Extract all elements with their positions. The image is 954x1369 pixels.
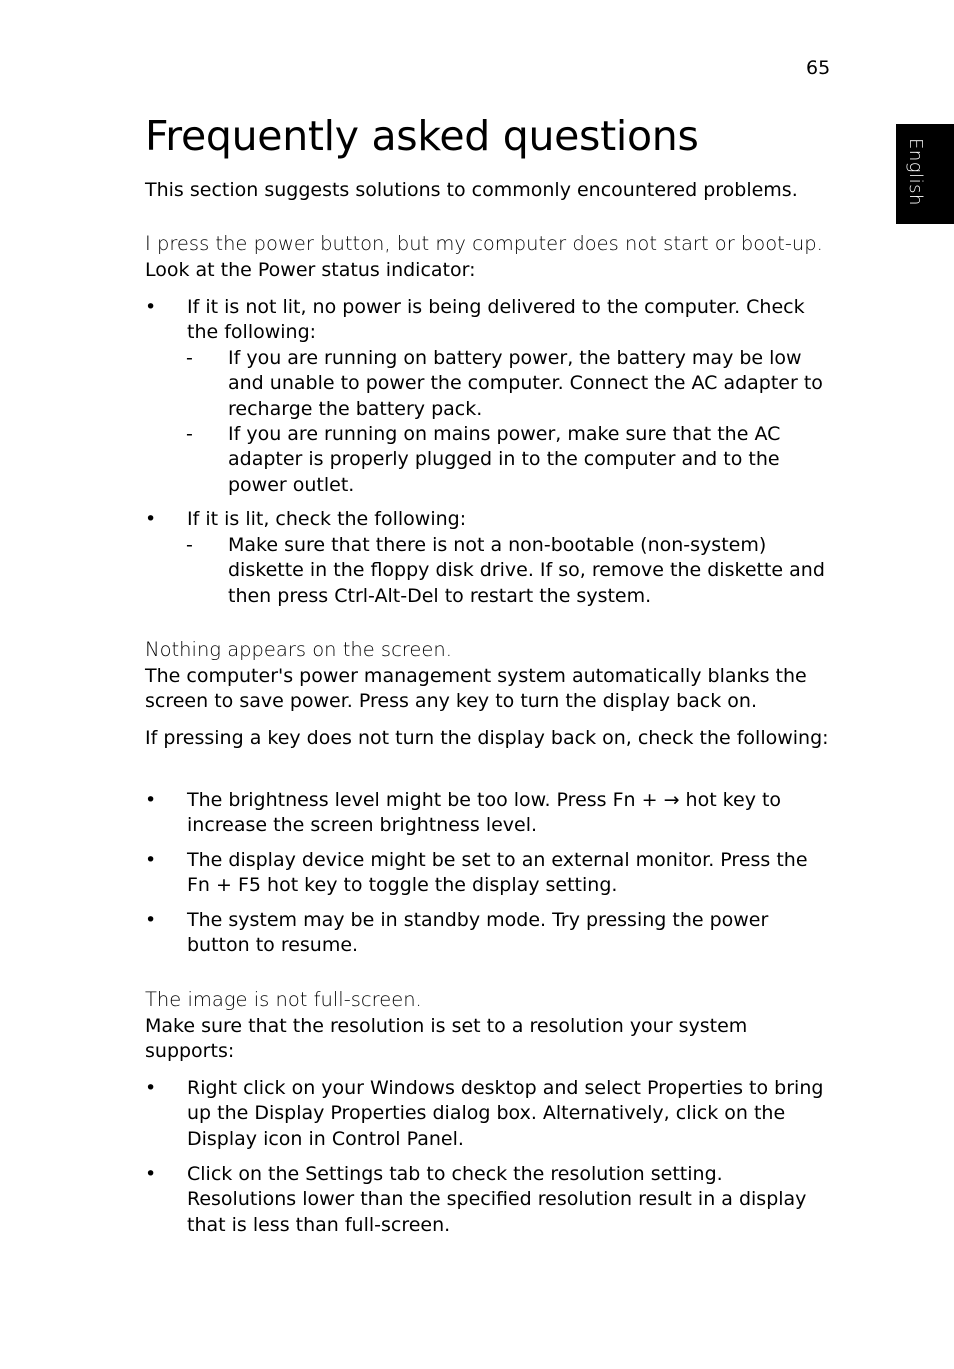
list-item <box>145 788 835 839</box>
list-item-text: The display device might be set to an external monitor. Press the Fn + F5 hot key to toggle the display setting. <box>187 849 808 897</box>
list-item-text: The brightness level might be too low. Press Fn + → hot key to increase the screen brightness level. <box>187 789 782 837</box>
list-item <box>145 1162 835 1238</box>
sub-list-item <box>186 422 831 498</box>
bullet-marker: • <box>145 296 157 318</box>
section-paragraph: If pressing a key does not turn the display back on, check the following: <box>145 727 829 749</box>
list-item-text: The system may be in standby mode. Try pressing the power button to resume. <box>187 909 769 957</box>
intro-paragraph: This section suggests solutions to commonly encountered problems. <box>145 179 798 201</box>
bullet-marker: • <box>145 789 157 811</box>
language-tab-label: English <box>905 138 926 206</box>
section-lead-power: Look at the Power status indicator: <box>145 259 476 281</box>
list-item-text: If it is lit, check the following: <box>187 508 467 530</box>
list-item <box>145 507 835 532</box>
sub-list-item-text: If you are running on mains power, make sure that the AC adapter is properly plugged in to the computer and to the power outlet. <box>228 423 781 496</box>
page-number: 65 <box>806 57 831 79</box>
sub-list-item <box>186 533 831 609</box>
list-item <box>145 1076 835 1152</box>
sub-list-item-text: If you are running on battery power, the battery may be low and unable to power the computer. Connect the AC adapter to recharge the battery pack. <box>228 347 823 420</box>
list-item-text: If it is not lit, no power is being delivered to the computer. Check the following: <box>187 296 805 344</box>
bullet-marker: • <box>145 849 157 871</box>
section-paragraph: The computer's power management system automatically blanks the screen to save power. Press any key to turn the display back on. <box>145 665 807 713</box>
list-item <box>145 908 835 959</box>
dash-marker: - <box>186 423 193 445</box>
sub-list-item <box>186 346 831 422</box>
list-item <box>145 848 835 899</box>
bullet-marker: • <box>145 1163 157 1185</box>
bullet-marker: • <box>145 909 157 931</box>
dash-marker: - <box>186 534 193 556</box>
language-tab <box>896 124 954 224</box>
dash-marker: - <box>186 347 193 369</box>
list-item <box>145 295 835 346</box>
section-heading-fullscreen: The image is not full-screen. <box>145 988 422 1011</box>
section-heading-screen: Nothing appears on the screen. <box>145 638 452 661</box>
list-item-text: Right click on your Windows desktop and select Properties to bring up the Display Properties dialog box. Alternatively, click on the Display icon in Control Panel. <box>187 1077 824 1150</box>
sub-list-item-text: Make sure that there is not a non-bootable (non-system) diskette in the floppy disk drive. If so, remove the diskette and then press Ctrl-Alt-Del to restart the system. <box>228 534 825 607</box>
bullet-marker: • <box>145 508 157 530</box>
section-heading-power: I press the power button, but my computer does not start or boot-up. <box>145 232 823 255</box>
bullet-marker: • <box>145 1077 157 1099</box>
section-lead-fullscreen: Make sure that the resolution is set to a resolution your system supports: <box>145 1015 748 1063</box>
list-item-text: Click on the Settings tab to check the resolution setting. Resolutions lower than the specified resolution result in a display that is less than full-screen. <box>187 1163 807 1236</box>
page-title: Frequently asked questions <box>145 112 699 160</box>
